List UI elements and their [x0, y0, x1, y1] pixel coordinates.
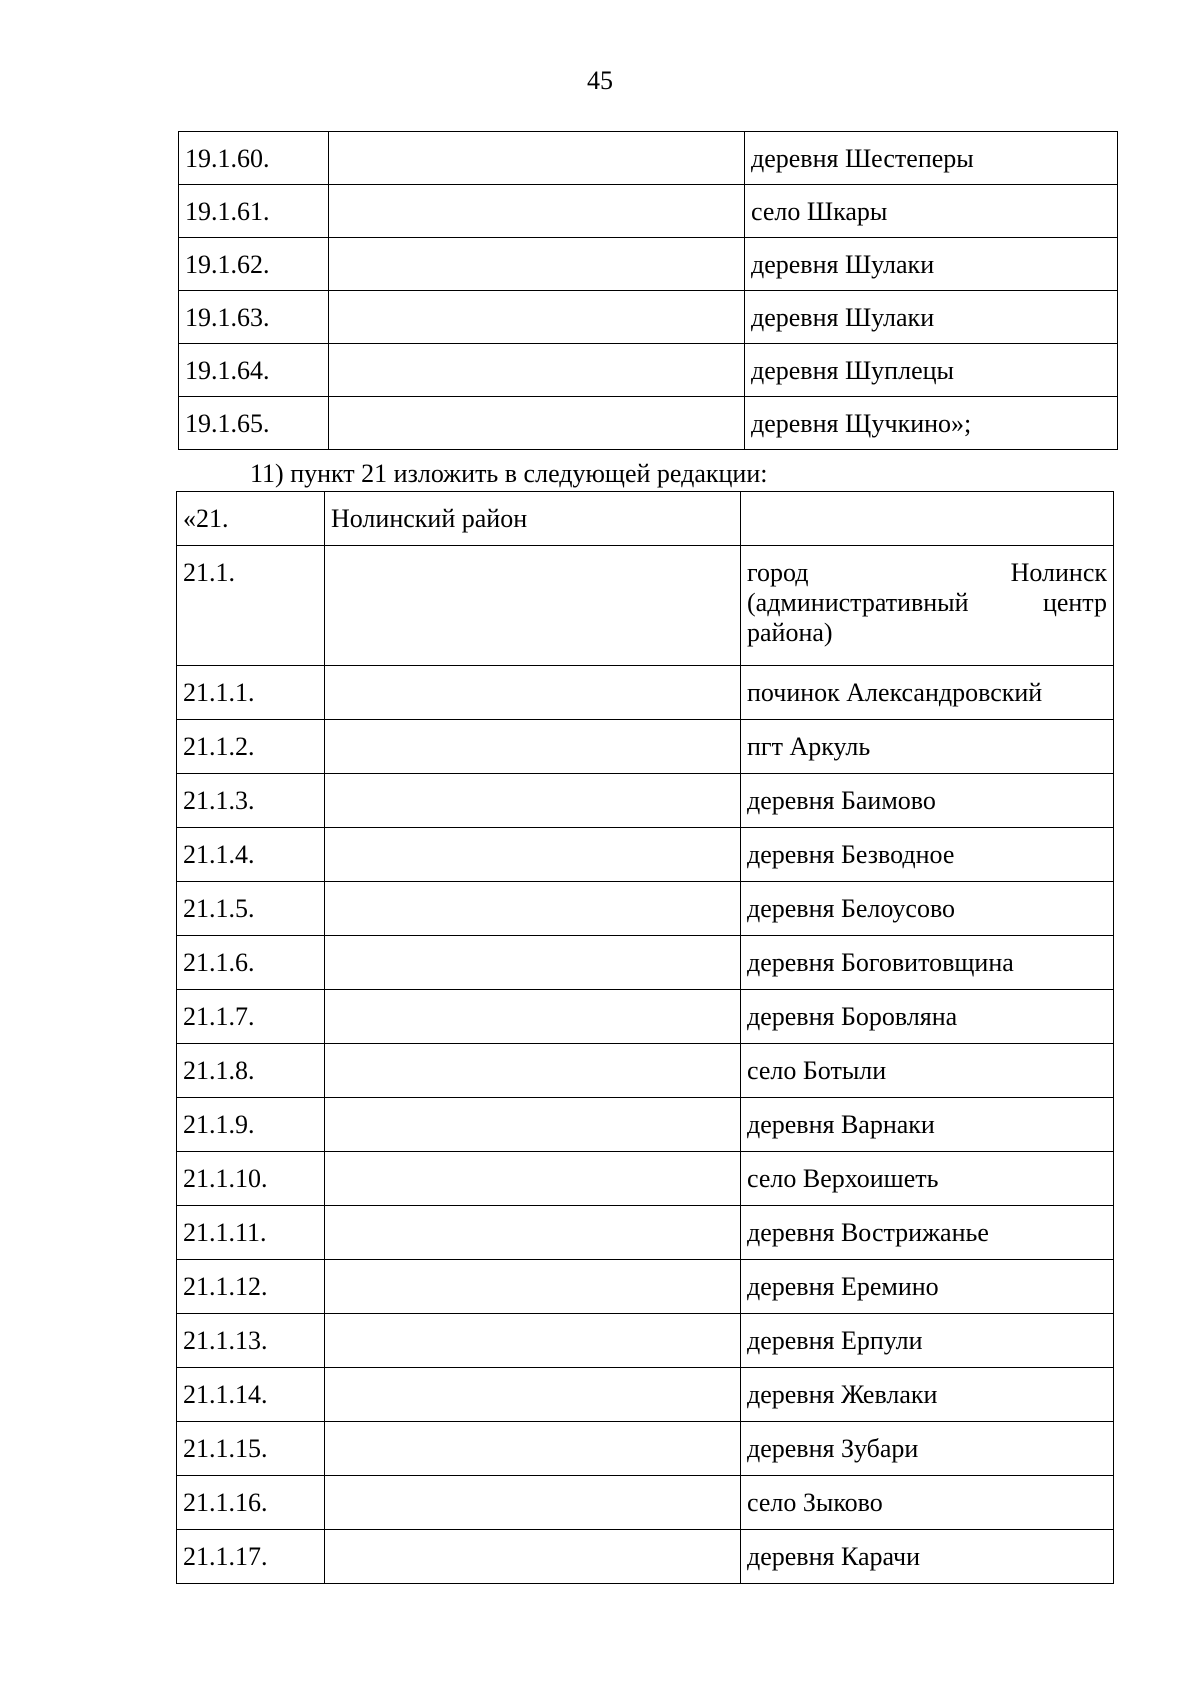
place-cell: деревня Зубари [741, 1422, 1114, 1476]
amendment-text: 11) пункт 21 изложить в следующей редакции: [250, 459, 768, 488]
district-name-cell [325, 1260, 741, 1314]
item-number-cell: 21.1.5. [177, 882, 325, 936]
table-row [179, 185, 1118, 238]
item-number-cell: 21.1.6. [177, 936, 325, 990]
district-name-cell [325, 936, 741, 990]
place-cell: деревня Безводное [741, 828, 1114, 882]
item-number-cell: 21.1.16. [177, 1476, 325, 1530]
table-row [177, 666, 1114, 720]
place-line-left: (административный [747, 588, 969, 617]
district-name-cell [325, 1368, 741, 1422]
place-cell: деревня Шулаки [745, 291, 1118, 344]
page-number: 45 [587, 66, 613, 95]
item-number-cell: 21.1.1. [177, 666, 325, 720]
district-name-cell [325, 720, 741, 774]
table-row-header [177, 492, 1114, 546]
place-cell: деревня Шестеперы [745, 132, 1118, 185]
item-number-cell: 21.1.15. [177, 1422, 325, 1476]
place-cell: деревня Жевлаки [741, 1368, 1114, 1422]
item-number-cell: 19.1.60. [179, 132, 329, 185]
place-line [747, 588, 1107, 618]
table-row [179, 397, 1118, 450]
place-cell [741, 546, 1114, 666]
item-number-cell: 19.1.65. [179, 397, 329, 450]
district-name-cell [325, 1206, 741, 1260]
table-row [179, 344, 1118, 397]
place-line [747, 558, 1107, 588]
district-name-cell [325, 774, 741, 828]
district-name-cell [329, 132, 745, 185]
place-cell: деревня Ерпули [741, 1314, 1114, 1368]
table-row [177, 882, 1114, 936]
place-cell: деревня Вострижанье [741, 1206, 1114, 1260]
table-row [177, 828, 1114, 882]
district-name-cell [325, 1476, 741, 1530]
table-row [177, 1476, 1114, 1530]
district-name-cell [325, 1098, 741, 1152]
table-row [177, 1368, 1114, 1422]
table-row [177, 1314, 1114, 1368]
table-row [179, 238, 1118, 291]
place-cell: деревня Варнаки [741, 1098, 1114, 1152]
district-name-cell [325, 828, 741, 882]
district-name-cell [329, 291, 745, 344]
table-row [177, 936, 1114, 990]
place-cell: деревня Карачи [741, 1530, 1114, 1584]
item-number-cell: 19.1.64. [179, 344, 329, 397]
item-number-cell: 19.1.62. [179, 238, 329, 291]
district-name-cell [325, 1152, 741, 1206]
nolinsky-district-table [176, 491, 1114, 1584]
district-name-cell [325, 1530, 741, 1584]
district-name-cell [325, 666, 741, 720]
item-number-cell: 21.1.7. [177, 990, 325, 1044]
item-number-cell: 21.1.4. [177, 828, 325, 882]
place-cell: деревня Еремино [741, 1260, 1114, 1314]
place-cell: село Верхоишеть [741, 1152, 1114, 1206]
table-row-center [177, 546, 1114, 666]
district-name-cell [329, 397, 745, 450]
place-line: района) [747, 618, 833, 647]
settlements-table-continued [178, 131, 1118, 450]
place-cell: село Ботыли [741, 1044, 1114, 1098]
place-cell: деревня Баимово [741, 774, 1114, 828]
item-number-cell: 21.1.17. [177, 1530, 325, 1584]
item-number-cell: 19.1.61. [179, 185, 329, 238]
table-row [179, 132, 1118, 185]
table-row [179, 291, 1118, 344]
district-name-cell [329, 344, 745, 397]
district-name-cell [325, 1044, 741, 1098]
place-cell: пгт Аркуль [741, 720, 1114, 774]
item-number-cell: 21.1.12. [177, 1260, 325, 1314]
table-row [177, 720, 1114, 774]
district-name-cell [325, 1314, 741, 1368]
item-number-cell: 21.1.8. [177, 1044, 325, 1098]
place-cell: починок Александровский [741, 666, 1114, 720]
place-cell: деревня Боговитовщина [741, 936, 1114, 990]
place-cell: деревня Боровляна [741, 990, 1114, 1044]
table-row [177, 774, 1114, 828]
place-line-right: Нолинск [1010, 558, 1107, 587]
item-number-cell: 21.1.13. [177, 1314, 325, 1368]
table-row [177, 1422, 1114, 1476]
district-name-cell [325, 546, 741, 666]
item-number-cell: 21.1.10. [177, 1152, 325, 1206]
item-number-cell: 21.1.2. [177, 720, 325, 774]
place-cell: деревня Шулаки [745, 238, 1118, 291]
table-row [177, 1260, 1114, 1314]
place-cell: село Зыково [741, 1476, 1114, 1530]
table-row [177, 1530, 1114, 1584]
district-name-cell [325, 990, 741, 1044]
place-line-right: центр [1042, 588, 1107, 617]
place-cell: деревня Шуплецы [745, 344, 1118, 397]
place-cell: деревня Щучкино»; [745, 397, 1118, 450]
item-number-cell: 21.1.11. [177, 1206, 325, 1260]
table-row [177, 1206, 1114, 1260]
item-number-cell: 21.1.14. [177, 1368, 325, 1422]
table-row [177, 1044, 1114, 1098]
item-number-cell: 19.1.63. [179, 291, 329, 344]
place-cell: село Шкары [745, 185, 1118, 238]
table-body [179, 132, 1118, 450]
district-name-cell [325, 882, 741, 936]
item-number-cell: «21. [177, 492, 325, 546]
district-name-cell: Нолинский район [325, 492, 741, 546]
table-body [177, 492, 1114, 1584]
district-name-cell [325, 1422, 741, 1476]
place-line-left: город [747, 558, 809, 587]
item-number-cell: 21.1.9. [177, 1098, 325, 1152]
place-cell [741, 492, 1114, 546]
table-row [177, 1152, 1114, 1206]
district-name-cell [329, 185, 745, 238]
table-row [177, 1098, 1114, 1152]
item-number-cell: 21.1.3. [177, 774, 325, 828]
table-row [177, 990, 1114, 1044]
item-number-cell: 21.1. [177, 546, 325, 666]
district-name-cell [329, 238, 745, 291]
place-cell: деревня Белоусово [741, 882, 1114, 936]
